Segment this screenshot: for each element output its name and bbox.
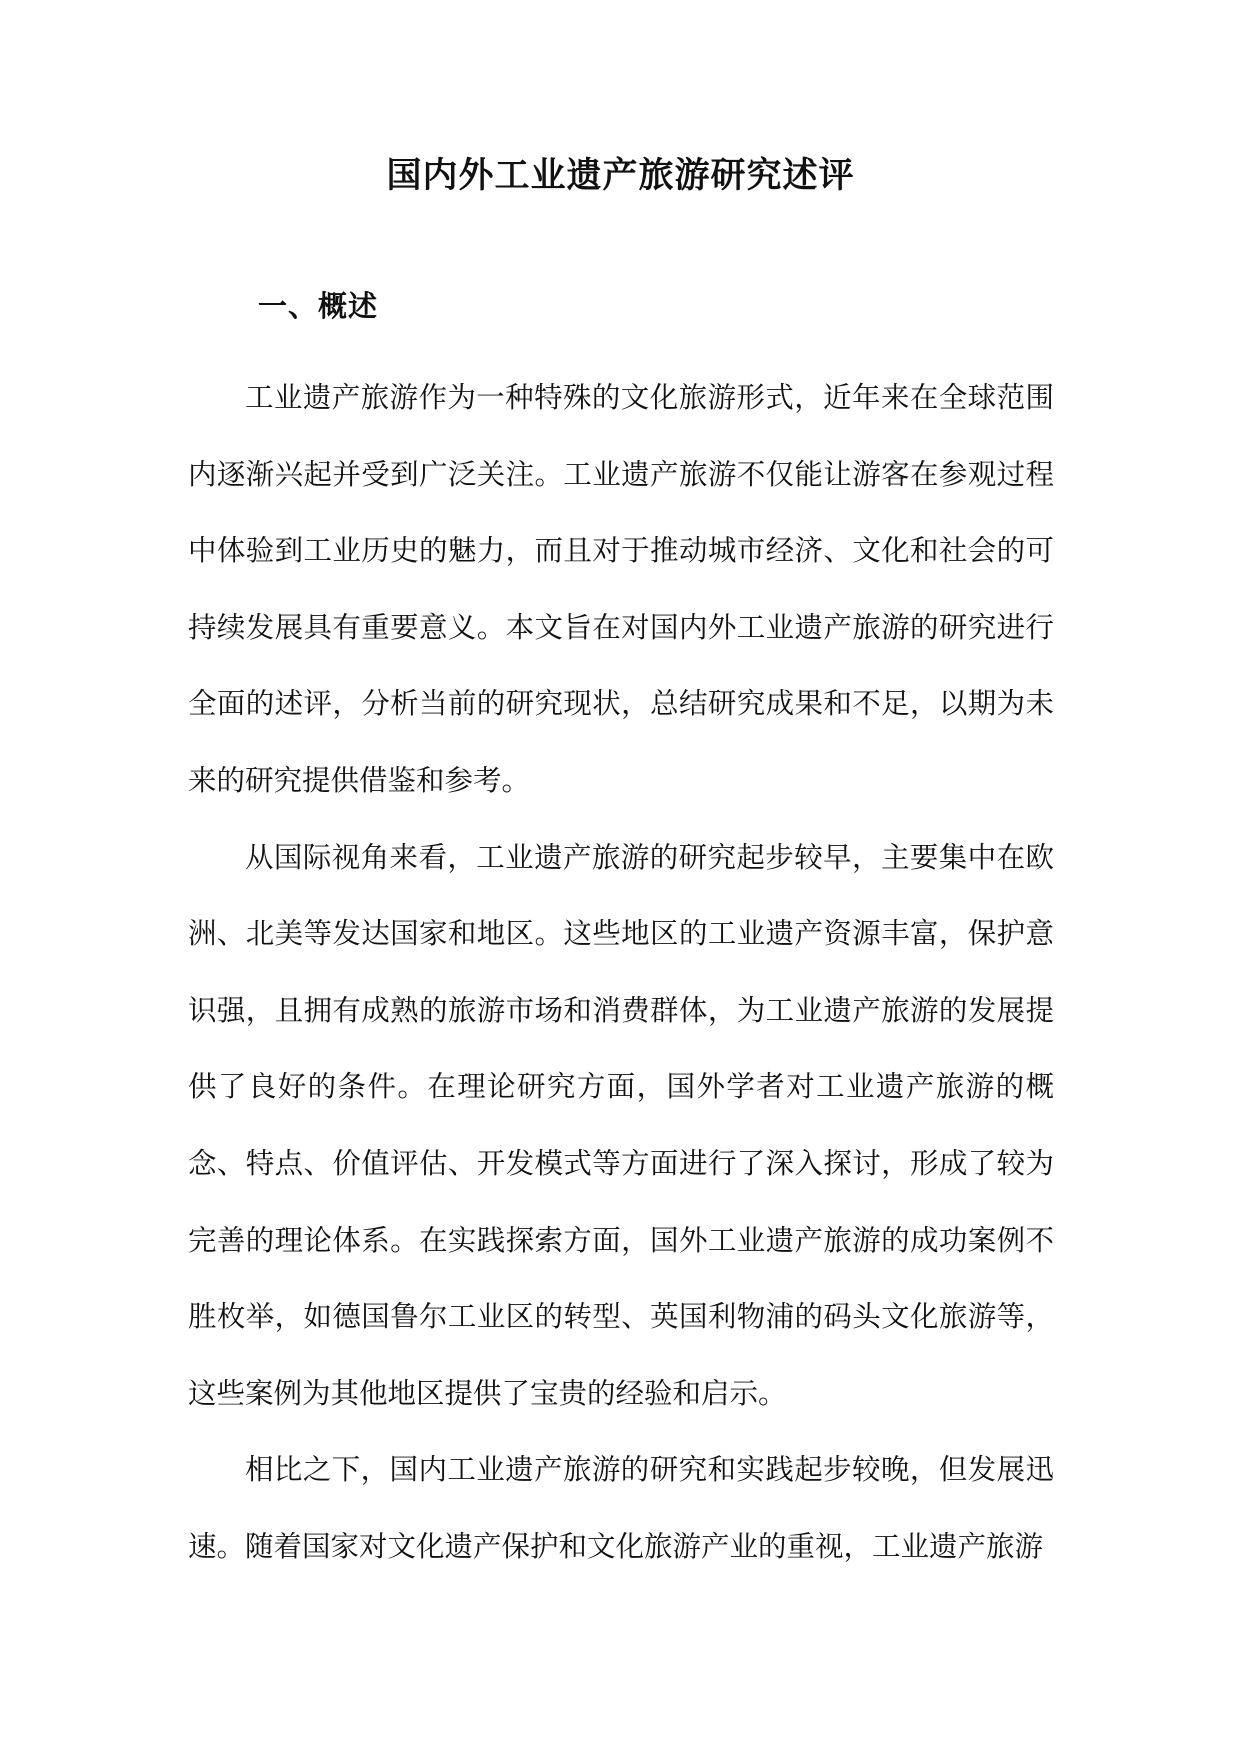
paragraph: 从国际视角来看，工业遗产旅游的研究起步较早，主要集中在欧洲、北美等发达国家和地区。这些地区的工业遗产资源丰富，保护意识强，且拥有成熟的旅游市场和消费群体，为工业遗产旅游的发展提供了良好的条件。在理论研究方面，国外学者对工业遗产旅游的概念、特点、价值评估、开发模式等方面进行了深入探讨，形成了较为完善的理论体系。在实践探索方面，国外工业遗产旅游的成功案例不胜枚举，如德国鲁尔工业区的转型、英国利物浦的码头文化旅游等，这些案例为其他地区提供了宝贵的经验和启示。 (188, 840, 1054, 1410)
paragraph: 相比之下，国内工业遗产旅游的研究和实践起步较晚，但发展迅速。随着国家对文化遗产保护和文化旅游产业的重视，工业遗产旅游 (188, 1453, 1054, 1563)
paragraph: 工业遗产旅游作为一种特殊的文化旅游形式，近年来在全球范围内逐渐兴起并受到广泛关注。工业遗产旅游不仅能让游客在参观过程中体验到工业历史的魅力，而且对于推动城市经济、文化和社会的可持续发展具有重要意义。本文旨在对国内外工业遗产旅游的研究进行全面的述评，分析当前的研究现状，总结研究成果和不足，以期为未来的研究提供借鉴和参考。 (188, 381, 1054, 797)
section-body (188, 360, 1054, 1586)
section-heading: 一、概述 (258, 289, 379, 323)
document-title: 国内外工业遗产旅游研究述评 (386, 155, 855, 196)
